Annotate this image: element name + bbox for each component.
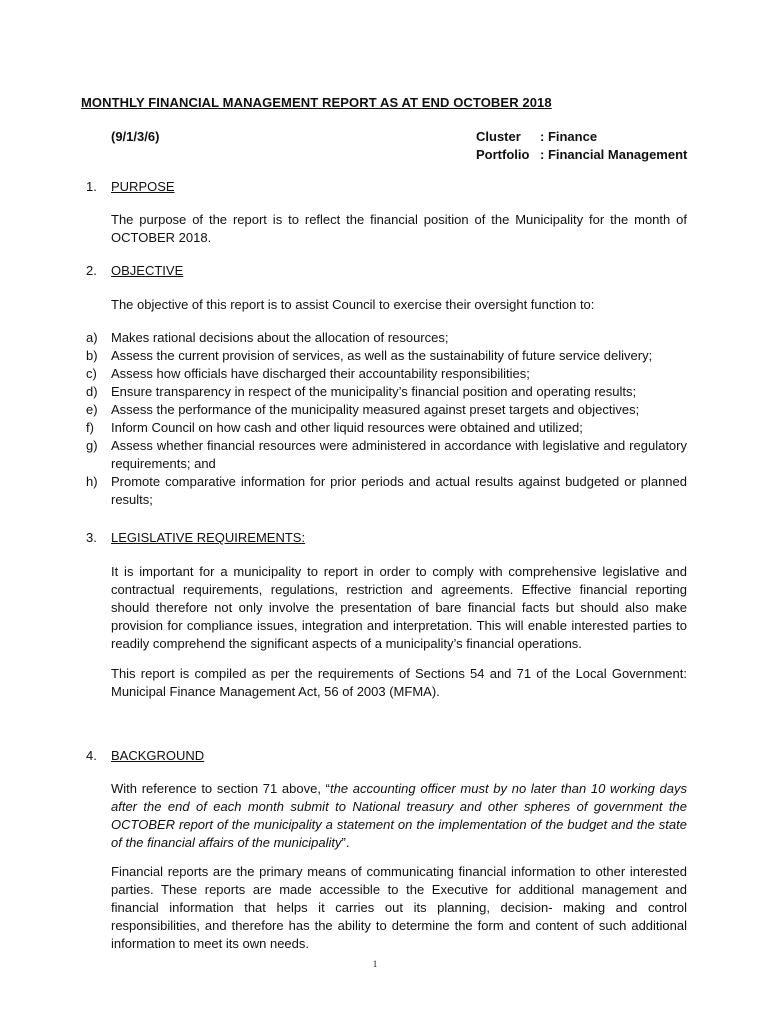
- list-marker: a): [86, 330, 98, 345]
- meta-value: : Finance: [540, 129, 598, 144]
- list-text: Promote comparative information for prior periods and actual results against budgeted or planned results;: [111, 474, 687, 507]
- list-marker: f): [86, 420, 94, 435]
- list-item: [86, 347, 687, 365]
- list-text: Assess the performance of the municipality measured against preset targets and objectives;: [111, 402, 640, 417]
- objective-list: [86, 329, 687, 509]
- list-marker: d): [86, 384, 98, 399]
- list-text: Inform Council on how cash and other liquid resources were obtained and utilized;: [111, 420, 583, 435]
- reference-number: (9/1/3/6): [111, 129, 160, 144]
- list-marker: h): [86, 474, 98, 489]
- list-text: Makes rational decisions about the allocation of resources;: [111, 330, 449, 345]
- section-number: 3.: [86, 530, 97, 545]
- report-meta: [476, 128, 687, 164]
- section-heading-purpose: PURPOSE: [111, 179, 175, 194]
- list-marker: e): [86, 402, 98, 417]
- section-heading-background: BACKGROUND: [111, 748, 205, 763]
- list-text: Assess how officials have discharged their accountability responsibilities;: [111, 366, 530, 381]
- report-title: MONTHLY FINANCIAL MANAGEMENT REPORT AS AT END OCTOBER 2018: [81, 95, 552, 110]
- list-item: [86, 383, 687, 401]
- quote-lead: With reference to section 71 above, “: [111, 781, 330, 796]
- list-item: [86, 401, 687, 419]
- section-number: 2.: [86, 263, 97, 278]
- list-item: [86, 419, 687, 437]
- list-marker: c): [86, 366, 97, 381]
- list-text: Assess whether financial resources were administered in accordance with legislative and regulatory requirements; and: [111, 438, 687, 471]
- meta-label: Portfolio: [476, 147, 530, 162]
- meta-row-cluster: [476, 128, 687, 146]
- meta-row-portfolio: [476, 146, 687, 164]
- list-item: [86, 473, 687, 509]
- legislative-para-1: It is important for a municipality to report in order to comply with comprehensive legislative and contractual requirements, regulations, restriction and agreements. Effective financial reporting should therefore not only involve the presentation of bare financial facts but should also make provision for compliance issues, integration and interpretation. This will enable interested parties to readily comprehend the significant aspects of a municipality’s financial operations.: [111, 564, 687, 651]
- list-marker: b): [86, 348, 98, 363]
- meta-label: Cluster: [476, 129, 521, 144]
- meta-value: : Financial Management: [540, 147, 688, 162]
- section-number: 4.: [86, 748, 97, 763]
- background-para-1: [111, 780, 687, 852]
- legislative-para-2: This report is compiled as per the requirements of Sections 54 and 71 of the Local Government: Municipal Finance Management Act, 56 of 2003 (MFMA).: [111, 666, 687, 699]
- list-text: Assess the current provision of services, as well as the sustainability of future service delivery;: [111, 348, 653, 363]
- quoted-text: the accounting officer must by no later than 10 working days after the end of each month submit to National treasury and other spheres of government the OCTOBER report of the municipality a statement on the implementation of the budget and the state of the financial affairs of the municipality: [111, 781, 688, 850]
- background-para-2: Financial reports are the primary means of communicating financial information to other interested parties. These reports are made accessible to the Executive for additional management and financial information that helps it carries out its planning, decision- making and control responsibilities, and therefore has the ability to determine the form and content of such additional information to meet its own needs.: [111, 864, 687, 951]
- section-number: 1.: [86, 179, 97, 194]
- list-marker: g): [86, 438, 98, 453]
- list-item: [86, 329, 687, 347]
- purpose-text: The purpose of the report is to reflect the financial position of the Municipality for the month of OCTOBER 2018.: [111, 212, 687, 245]
- section-heading-objective: OBJECTIVE: [111, 263, 184, 278]
- list-item: [86, 437, 687, 473]
- objective-intro: The objective of this report is to assist Council to exercise their oversight function to:: [111, 297, 595, 312]
- page-number: 1: [372, 959, 378, 969]
- list-item: [86, 365, 687, 383]
- quote-tail: ”.: [341, 835, 350, 850]
- section-heading-legislative: LEGISLATIVE REQUIREMENTS:: [111, 530, 306, 545]
- list-text: Ensure transparency in respect of the municipality’s financial position and operating results;: [111, 384, 637, 399]
